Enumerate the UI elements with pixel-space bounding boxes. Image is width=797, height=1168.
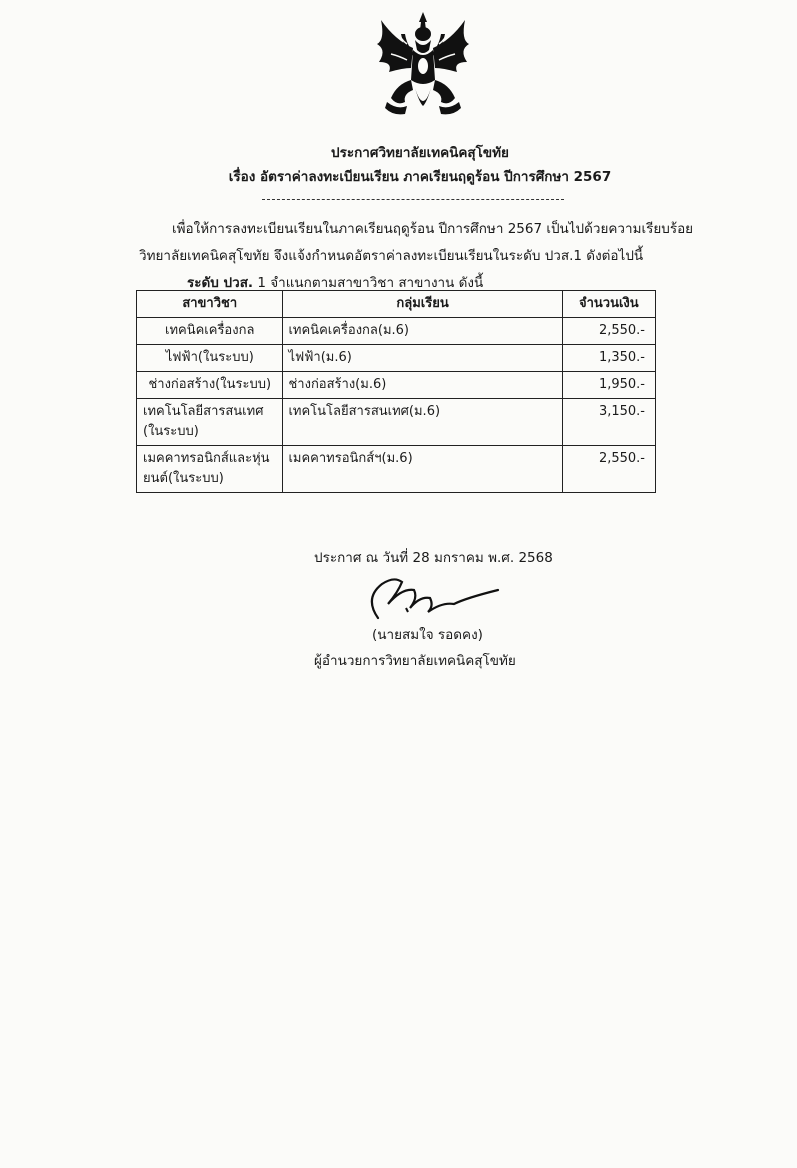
garuda-emblem-icon [367, 10, 479, 122]
cell-group: เทคนิคเครื่องกล(ม.6) [283, 318, 562, 345]
cell-group: ช่างก่อสร้าง(ม.6) [283, 372, 562, 399]
cell-amount: 3,150.- [562, 399, 655, 446]
cell-group: ไฟฟ้า(ม.6) [283, 345, 562, 372]
cell-major: เทคนิคเครื่องกล [137, 318, 283, 345]
cell-group: เทคโนโลยีสารสนเทศ(ม.6) [283, 399, 562, 446]
level-label: ระดับ ปวส. [187, 275, 254, 291]
signer-position: ผู้อำนวยการวิทยาลัยเทคนิคสุโขทัย [314, 653, 516, 669]
table-row [137, 318, 656, 345]
announcement-title: ประกาศวิทยาลัยเทคนิคสุโขทัย [331, 145, 509, 161]
paragraph-line-2: วิทยาลัยเทคนิคสุโขทัย จึงแจ้งกำหนดอัตราค่าลงทะเบียนเรียนในระดับ ปวส.1 ดังต่อไปนี้ [139, 248, 644, 264]
cell-major: ไฟฟ้า(ในระบบ) [137, 345, 283, 372]
paragraph-line-1: เพื่อให้การลงทะเบียนเรียนในภาคเรียนฤดูร้อน ปีการศึกษา 2567 เป็นไปด้วยความเรียบร้อย [172, 221, 694, 237]
cell-amount: 2,550.- [562, 446, 655, 493]
signature-icon [358, 568, 508, 628]
signer-name: (นายสมใจ รอดคง) [372, 627, 483, 643]
announcement-subject: เรื่อง อัตราค่าลงทะเบียนเรียน ภาคเรียนฤดูร้อน ปีการศึกษา 2567 [228, 169, 612, 185]
header-group: กลุ่มเรียน [283, 291, 562, 318]
cell-group: เมคคาทรอนิกส์ฯ(ม.6) [283, 446, 562, 493]
table-row [137, 372, 656, 399]
table-row [137, 345, 656, 372]
header-amount: จำนวนเงิน [562, 291, 655, 318]
table-row [137, 399, 656, 446]
cell-major: ช่างก่อสร้าง(ในระบบ) [137, 372, 283, 399]
divider [262, 199, 564, 200]
cell-major: เมคคาทรอนิกส์และหุ่นยนต์(ในระบบ) [137, 446, 283, 493]
announce-date: ประกาศ ณ วันที่ 28 มกราคม พ.ศ. 2568 [314, 550, 553, 566]
cell-amount: 1,950.- [562, 372, 655, 399]
level-detail: 1 จำแนกตามสาขาวิชา สาขางาน ดังนี้ [253, 275, 484, 291]
header-major: สาขาวิชา [137, 291, 283, 318]
table-row [137, 446, 656, 493]
cell-major: เทคโนโลยีสารสนเทศ (ในระบบ) [137, 399, 283, 446]
fee-table [136, 290, 656, 493]
cell-amount: 2,550.- [562, 318, 655, 345]
cell-amount: 1,350.- [562, 345, 655, 372]
table-header-row [137, 291, 656, 318]
